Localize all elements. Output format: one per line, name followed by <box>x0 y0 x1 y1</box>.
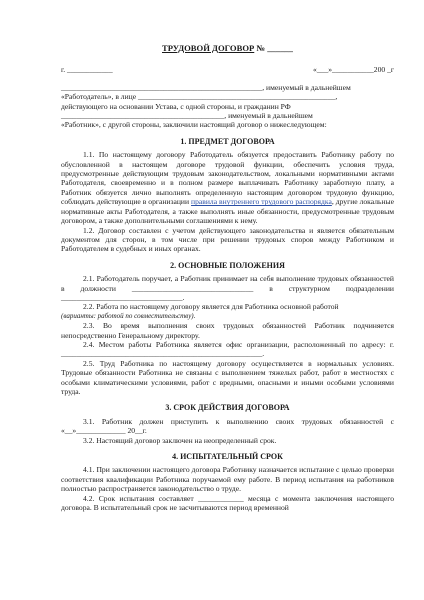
intro-line: «Работник», с другой стороны, заключили настоящий договор о нижеследующем: <box>61 120 327 130</box>
clause-1-1 <box>61 150 394 225</box>
clause-2-2-note: (варианты: работой по совместительству). <box>61 311 196 320</box>
city-field: г. ____________ <box>61 65 113 75</box>
document-title <box>61 44 394 53</box>
place-date-row <box>61 65 394 74</box>
clause-2-4: 2.4. Местом работы Работника является офис организации, расположенный по адресу: г. _____________________________________________________. <box>61 339 394 359</box>
internal-rules-link[interactable]: правила внутреннего трудового распорядка <box>191 197 332 207</box>
section-1-heading: 1. ПРЕДМЕТ ДОГОВОРА <box>180 136 275 146</box>
document-title-text: ТРУДОВОЙ ДОГОВОР <box>162 43 255 53</box>
clause-1-1-text-b: , другие локальные нормативные акты Работодателя, а также выполнять иные обязанности, предусмотренные трудовым договором, а также дополнительными соглашениями к нему. <box>61 197 394 226</box>
section-3-heading: 3. СРОК ДЕЙСТВИЯ ДОГОВОРА <box>165 403 290 413</box>
intro-line: _____________________________________________________, именуемый в дальнейшем <box>61 82 351 92</box>
date-field: «___»___________200 _г <box>313 65 394 75</box>
intro-line: «Работодатель», в лице ____________________________________________________, <box>61 92 338 102</box>
document-title-number: № ______ <box>254 43 293 53</box>
clause-2-2: 2.2. Работа по настоящему договору является для Работника основной работой <box>83 302 339 312</box>
clause-4-2: 4.2. Срок испытания составляет ____________ месяца с момента заключения настоящего договора. В испытательный срок не засчитываются период временной <box>61 493 394 513</box>
clause-2-5: 2.5. Труд Работника по настоящему договору осуществляется в нормальных условиях. Трудовые обязанности Работника не связаны с выполнением тяжелых работ, работ в местностях с особыми климатическими условиями, работ с вредными, опасными и иными особыми условиями труда. <box>61 358 394 396</box>
section-2-heading: 2. ОСНОВНЫЕ ПОЛОЖЕНИЯ <box>170 260 285 270</box>
intro-line: ___________________________________________, именуемый в дальнейшем <box>61 111 313 121</box>
clause-2-3: 2.3. Во время выполнения своих трудовых обязанностей Работник подчиняется непосредственно Генеральному директору. <box>61 321 394 340</box>
clause-1-1-text-a: 1.1. По настоящему договору Работодатель обязуется предоставить Работнику работу по обусловленной в настоящем договоре трудовой функции, обеспечить условия труда, предусмотренные действующим трудовым законодательством, локальными нормативными актами Работодателя, своевременно и в полном размере выплачивать Работнику заработную плату, а Работник обязуется лично выполнять определенную настоящим договором трудовую функцию, соблюдать действующие в организации <box>61 150 394 207</box>
clause-4-1: 4.1. При заключении настоящего договора Работнику назначается испытание с целью проверки соответствия квалификации Работника поручаемой ему работе. В период испытания на работников полностью распространяется законодательство о труде. <box>61 465 394 494</box>
intro-paragraph <box>61 83 394 130</box>
clause-1-2: 1.2. Договор составлен с учетом действующего законодательства и является обязательным документом для сторон, в том числе при решении трудовых споров между Работником и Работодателем в судебных и иных органах. <box>61 225 394 254</box>
section-4-heading: 4. ИСПЫТАТЕЛЬНЫЙ СРОК <box>172 452 283 462</box>
intro-line: действующего на основании Устава, с одной стороны, и гражданин РФ <box>61 101 291 111</box>
clause-3-1: 3.1. Работник должен приступить к выполнению своих трудовых обязанностей с «__»_____________ 20__г. <box>61 416 394 436</box>
clause-3-2: 3.2. Настоящий договор заключен на неопределенный срок. <box>83 435 277 445</box>
clause-2-1: 2.1. Работодатель поручает, а Работник принимает на себя выполнение трудовых обязанностей в должности ________________________________ в структурном подразделении ________________________________. <box>61 274 394 302</box>
